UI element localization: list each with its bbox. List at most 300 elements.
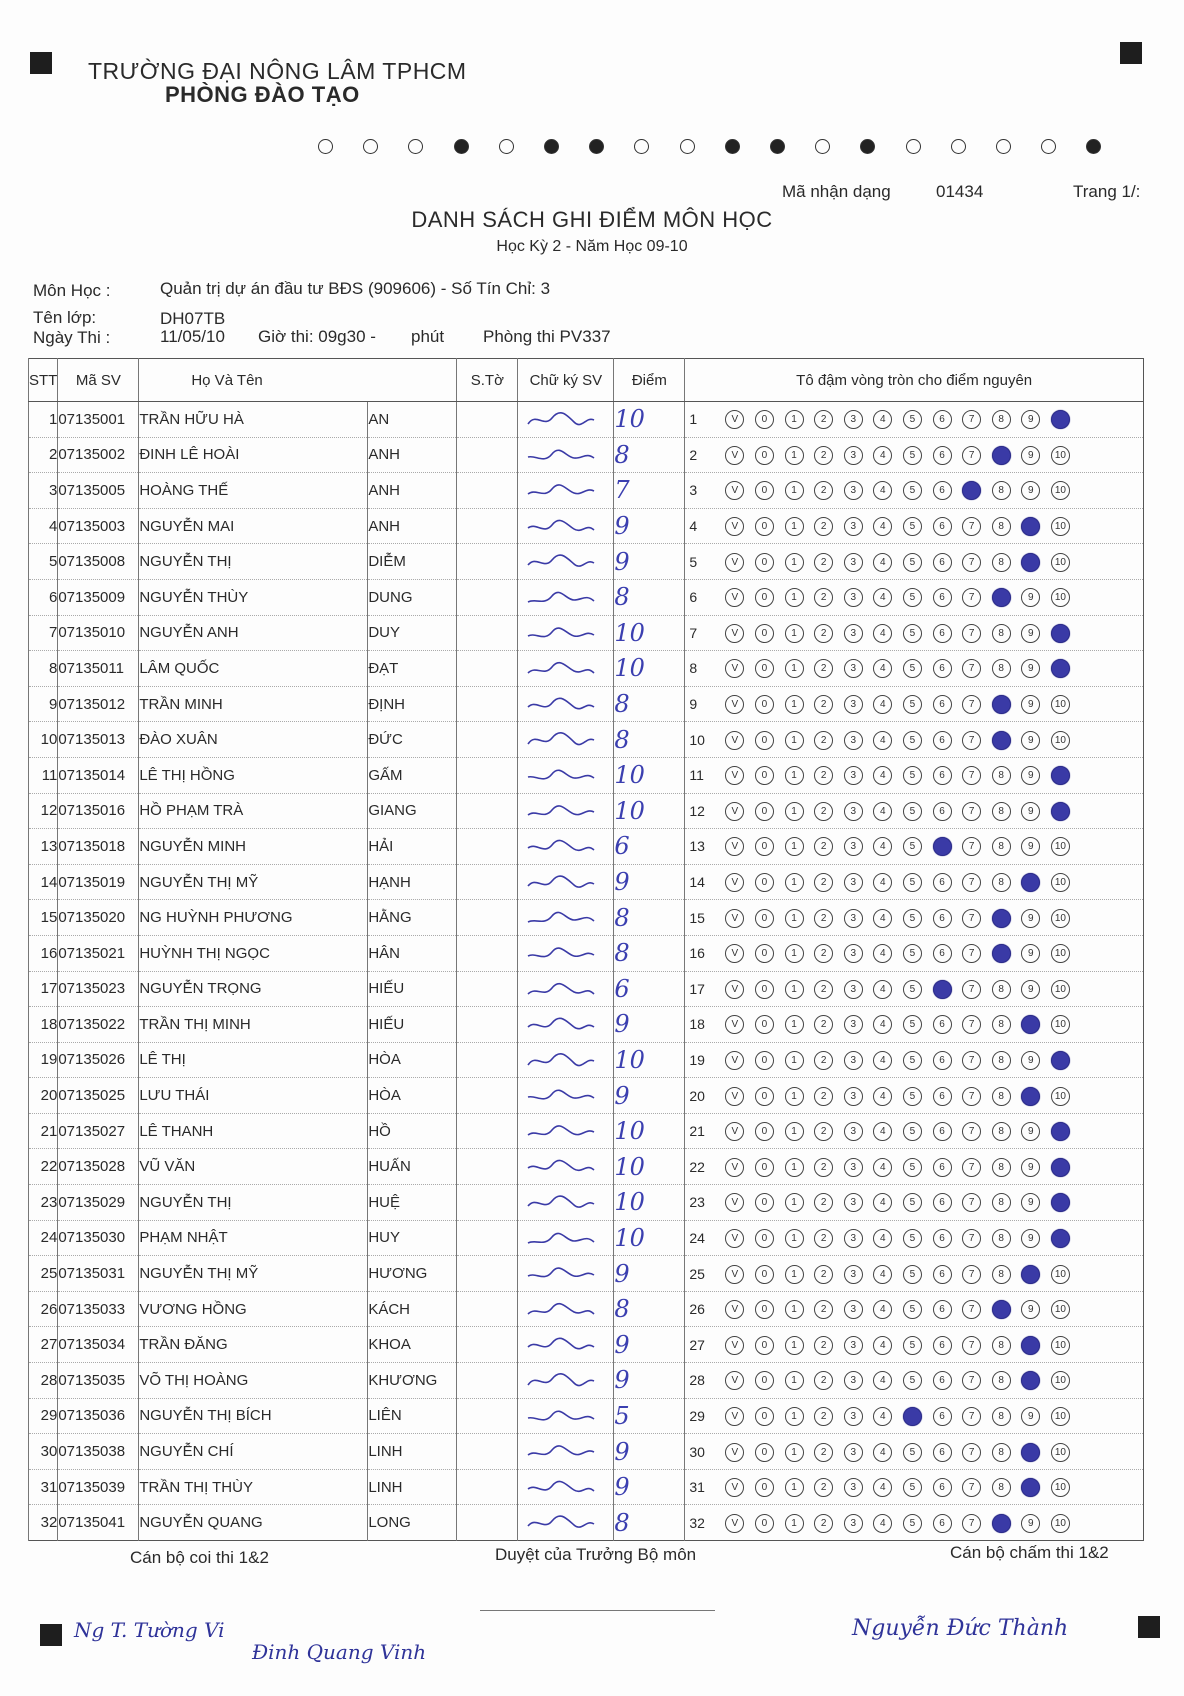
table-row (29, 971, 1144, 1007)
score-bubble-10 (1051, 1122, 1070, 1141)
row-first-name: HẠNH (368, 864, 457, 900)
table-row (29, 900, 1144, 936)
score-bubble-V: V (725, 624, 744, 643)
row-score: 9 (614, 1078, 685, 1114)
row-last-name: NGUYỄN THỊ MỸ (139, 1256, 368, 1292)
score-bubble-6: 6 (933, 1051, 952, 1070)
row-last-name: HUỲNH THỊ NGỌC (139, 935, 368, 971)
score-bubble-5: 5 (903, 837, 922, 856)
row-first-name: HẢI (368, 829, 457, 865)
score-bubble-0: 0 (755, 1514, 774, 1533)
timing-mark-filled (725, 139, 740, 154)
row-score-bubbles (685, 1149, 1144, 1185)
score-bubble-6: 6 (933, 410, 952, 429)
score-bubble-5: 5 (903, 481, 922, 500)
score-bubble-10: 10 (1051, 873, 1070, 892)
row-first-name: ANH (368, 473, 457, 509)
row-score-bubbles (685, 1113, 1144, 1149)
score-bubble-8: 8 (992, 873, 1011, 892)
row-score: 9 (614, 544, 685, 580)
row-score-bubbles (685, 1291, 1144, 1327)
score-bubble-1: 1 (785, 410, 804, 429)
score-bubble-4: 4 (873, 1371, 892, 1390)
row-last-name: NGUYỄN QUANG (139, 1505, 368, 1541)
row-last-name: HOÀNG THẾ (139, 473, 368, 509)
score-bubble-2: 2 (814, 410, 833, 429)
score-bubble-6: 6 (933, 1015, 952, 1034)
score-bubble-3: 3 (844, 659, 863, 678)
score-bubble-10 (1051, 1051, 1070, 1070)
score-bubble-8 (992, 695, 1011, 714)
row-stt: 32 (29, 1505, 58, 1541)
row-score-bubbles (685, 651, 1144, 687)
score-bubble-4: 4 (873, 659, 892, 678)
row-score-bubbles (685, 793, 1144, 829)
score-bubble-5: 5 (903, 588, 922, 607)
score-bubble-8: 8 (992, 1193, 1011, 1212)
row-score-bubbles (685, 1256, 1144, 1292)
score-bubble-4: 4 (873, 1051, 892, 1070)
header-score: Điểm (614, 359, 685, 402)
timing-mark-empty (996, 139, 1011, 154)
score-bubble-9: 9 (1021, 1407, 1040, 1426)
bubble-row-number: 19 (689, 1051, 705, 1068)
score-bubble-2: 2 (814, 1087, 833, 1106)
row-sheets (457, 1256, 518, 1292)
row-last-name: TRẦN HỮU HÀ (139, 402, 368, 438)
row-first-name: LINH (368, 1469, 457, 1505)
score-bubble-8 (992, 588, 1011, 607)
score-bubble-3: 3 (844, 909, 863, 928)
score-bubble-V: V (725, 588, 744, 607)
score-bubble-3: 3 (844, 517, 863, 536)
row-stt: 11 (29, 757, 58, 793)
score-bubble-V: V (725, 802, 744, 821)
handwritten-signature (526, 1086, 596, 1106)
score-bubble-2: 2 (814, 588, 833, 607)
score-bubble-9: 9 (1021, 909, 1040, 928)
table-row (29, 1398, 1144, 1434)
score-bubble-3: 3 (844, 837, 863, 856)
row-score-bubbles (685, 864, 1144, 900)
table-row (29, 1363, 1144, 1399)
timing-mark-empty (499, 139, 514, 154)
score-bubble-V: V (725, 481, 744, 500)
row-signature (518, 793, 614, 829)
row-student-id: 07135009 (58, 579, 139, 615)
table-row (29, 473, 1144, 509)
handwritten-signature (526, 1300, 596, 1320)
score-bubble-6 (933, 980, 952, 999)
score-bubble-8: 8 (992, 517, 1011, 536)
bubble-row-number: 14 (689, 874, 705, 891)
row-last-name: HỒ PHẠM TRÀ (139, 793, 368, 829)
handwritten-signature (526, 552, 596, 572)
row-first-name: HỒ (368, 1113, 457, 1149)
score-bubble-1: 1 (785, 873, 804, 892)
score-bubble-2: 2 (814, 1478, 833, 1497)
row-last-name: LÊ THANH (139, 1113, 368, 1149)
row-score: 8 (614, 1291, 685, 1327)
score-bubble-0: 0 (755, 553, 774, 572)
row-student-id: 07135020 (58, 900, 139, 936)
score-bubble-3: 3 (844, 553, 863, 572)
score-bubble-10: 10 (1051, 1336, 1070, 1355)
handwritten-signature (526, 837, 596, 857)
score-bubble-7: 7 (962, 1229, 981, 1248)
score-bubble-1: 1 (785, 1229, 804, 1248)
score-bubble-3: 3 (844, 410, 863, 429)
row-signature (518, 473, 614, 509)
row-signature (518, 1469, 614, 1505)
row-stt: 4 (29, 508, 58, 544)
score-bubble-5: 5 (903, 944, 922, 963)
score-bubble-8 (992, 1514, 1011, 1533)
score-bubble-4: 4 (873, 731, 892, 750)
score-bubble-0: 0 (755, 1371, 774, 1390)
row-student-id: 07135018 (58, 829, 139, 865)
score-bubble-8: 8 (992, 410, 1011, 429)
score-bubble-V: V (725, 553, 744, 572)
handwritten-signature (526, 944, 596, 964)
row-score: 9 (614, 1434, 685, 1470)
row-first-name: HUY (368, 1220, 457, 1256)
score-bubble-10: 10 (1051, 731, 1070, 750)
score-bubble-9: 9 (1021, 1514, 1040, 1533)
row-score-bubbles (685, 686, 1144, 722)
row-score: 8 (614, 900, 685, 936)
exam-time: Giờ thi: 09g30 - (258, 327, 376, 346)
bubble-row-number: 32 (689, 1514, 705, 1531)
score-bubble-5: 5 (903, 1336, 922, 1355)
row-sheets (457, 1185, 518, 1221)
score-bubble-6: 6 (933, 588, 952, 607)
header-stt: STT (29, 359, 58, 402)
table-row (29, 1113, 1144, 1149)
score-bubble-9: 9 (1021, 695, 1040, 714)
score-bubble-8: 8 (992, 1122, 1011, 1141)
score-bubble-5: 5 (903, 1371, 922, 1390)
row-signature (518, 402, 614, 438)
bubble-row-number: 27 (689, 1336, 705, 1353)
score-bubble-V: V (725, 1478, 744, 1497)
row-first-name: LINH (368, 1434, 457, 1470)
score-bubble-9 (1021, 1478, 1040, 1497)
row-score: 8 (614, 686, 685, 722)
score-bubble-10: 10 (1051, 1514, 1070, 1533)
header-bubble-instructions: Tô đậm vòng tròn cho điểm nguyên (685, 359, 1144, 402)
handwritten-signature (526, 1193, 596, 1213)
bubble-row-number: 18 (689, 1016, 705, 1033)
score-bubble-V: V (725, 1265, 744, 1284)
table-row (29, 864, 1144, 900)
score-bubble-8: 8 (992, 1158, 1011, 1177)
row-first-name: LONG (368, 1505, 457, 1541)
score-bubble-1: 1 (785, 1015, 804, 1034)
score-bubble-V: V (725, 731, 744, 750)
score-bubble-7: 7 (962, 1158, 981, 1177)
score-bubble-4: 4 (873, 1265, 892, 1284)
bubble-row-number: 9 (689, 696, 698, 713)
score-bubble-1: 1 (785, 1371, 804, 1390)
row-stt: 15 (29, 900, 58, 936)
score-bubble-8: 8 (992, 980, 1011, 999)
document-subtitle: Học Kỳ 2 - Năm Học 09-10 (496, 238, 688, 255)
row-last-name: NGUYỄN MINH (139, 829, 368, 865)
score-bubble-2: 2 (814, 1229, 833, 1248)
score-bubble-2: 2 (814, 802, 833, 821)
department-name: PHÒNG ĐÀO TẠO (165, 82, 360, 107)
row-student-id: 07135021 (58, 935, 139, 971)
score-bubble-5: 5 (903, 802, 922, 821)
bubble-row-number: 22 (689, 1158, 705, 1175)
row-score: 7 (614, 473, 685, 509)
exam-duration: phút (411, 327, 445, 346)
row-score: 8 (614, 579, 685, 615)
score-bubble-9: 9 (1021, 1229, 1040, 1248)
score-bubble-6: 6 (933, 766, 952, 785)
score-bubble-2: 2 (814, 481, 833, 500)
score-bubble-7: 7 (962, 517, 981, 536)
row-signature (518, 651, 614, 687)
score-bubble-0: 0 (755, 837, 774, 856)
score-bubble-10: 10 (1051, 944, 1070, 963)
row-signature (518, 1291, 614, 1327)
score-bubble-8 (992, 909, 1011, 928)
score-bubble-9: 9 (1021, 588, 1040, 607)
score-bubble-0: 0 (755, 517, 774, 536)
score-bubble-3: 3 (844, 1158, 863, 1177)
row-student-id: 07135012 (58, 686, 139, 722)
bubble-row-number: 21 (689, 1123, 705, 1140)
handwritten-signature (526, 1122, 596, 1142)
row-sheets (457, 935, 518, 971)
row-stt: 24 (29, 1220, 58, 1256)
row-student-id: 07135039 (58, 1469, 139, 1505)
score-bubble-9 (1021, 1015, 1040, 1034)
score-bubble-5 (903, 1407, 922, 1426)
ident-label: Mã nhận dạng (782, 182, 891, 201)
timing-mark-empty (680, 139, 695, 154)
score-bubble-V: V (725, 766, 744, 785)
table-row (29, 1007, 1144, 1043)
score-bubble-1: 1 (785, 1265, 804, 1284)
score-bubble-1: 1 (785, 588, 804, 607)
score-bubble-0: 0 (755, 1478, 774, 1497)
score-bubble-2: 2 (814, 944, 833, 963)
handwritten-signature (526, 908, 596, 928)
score-bubble-V: V (725, 410, 744, 429)
timing-mark-filled (544, 139, 559, 154)
registration-mark-bottom-left (40, 1624, 62, 1646)
score-bubble-7: 7 (962, 1087, 981, 1106)
row-stt: 23 (29, 1185, 58, 1221)
score-bubble-4: 4 (873, 553, 892, 572)
score-bubble-9: 9 (1021, 1193, 1040, 1212)
score-bubble-1: 1 (785, 1407, 804, 1426)
score-bubble-7: 7 (962, 1514, 981, 1533)
row-student-id: 07135001 (58, 402, 139, 438)
row-student-id: 07135031 (58, 1256, 139, 1292)
score-bubble-0: 0 (755, 980, 774, 999)
row-first-name: GẤM (368, 757, 457, 793)
handwritten-signature (526, 730, 596, 750)
row-sheets (457, 793, 518, 829)
score-bubble-7: 7 (962, 980, 981, 999)
row-stt: 6 (29, 579, 58, 615)
handwritten-signature (526, 1407, 596, 1427)
bubble-row-number: 8 (689, 660, 698, 677)
score-bubble-3: 3 (844, 1193, 863, 1212)
score-bubble-0: 0 (755, 1443, 774, 1462)
score-bubble-2: 2 (814, 1051, 833, 1070)
score-bubble-9: 9 (1021, 766, 1040, 785)
row-score-bubbles (685, 1434, 1144, 1470)
score-bubble-8: 8 (992, 1336, 1011, 1355)
row-stt: 14 (29, 864, 58, 900)
row-sheets (457, 1113, 518, 1149)
row-last-name: NGUYỄN ANH (139, 615, 368, 651)
score-bubble-7: 7 (962, 624, 981, 643)
dept-head-label: Duyệt của Trưởng Bộ môn (495, 1545, 697, 1564)
row-first-name: LIÊN (368, 1398, 457, 1434)
score-bubble-4: 4 (873, 1122, 892, 1141)
score-bubble-7: 7 (962, 731, 981, 750)
row-sheets (457, 1042, 518, 1078)
score-bubble-5: 5 (903, 695, 922, 714)
score-bubble-8: 8 (992, 1087, 1011, 1106)
exam-room: Phòng thi PV337 (483, 327, 611, 346)
score-bubble-V: V (725, 980, 744, 999)
row-sheets (457, 1327, 518, 1363)
score-bubble-4: 4 (873, 624, 892, 643)
invigilator-label: Cán bộ coi thi 1&2 (130, 1548, 269, 1567)
row-stt: 21 (29, 1113, 58, 1149)
subject-label: Môn Học : (33, 281, 111, 300)
score-bubble-1: 1 (785, 1443, 804, 1462)
score-bubble-6: 6 (933, 1265, 952, 1284)
score-bubble-4: 4 (873, 1478, 892, 1497)
score-bubble-8: 8 (992, 1478, 1011, 1497)
score-bubble-8: 8 (992, 1015, 1011, 1034)
row-last-name: PHẠM NHẬT (139, 1220, 368, 1256)
score-bubble-6: 6 (933, 873, 952, 892)
score-bubble-9: 9 (1021, 944, 1040, 963)
score-bubble-9: 9 (1021, 802, 1040, 821)
row-score-bubbles (685, 473, 1144, 509)
row-signature (518, 1185, 614, 1221)
row-signature (518, 615, 614, 651)
bubble-row-number: 2 (689, 446, 698, 463)
page-number: Trang 1/: (1073, 182, 1141, 201)
row-last-name: TRẦN THỊ THÙY (139, 1469, 368, 1505)
row-last-name: TRẦN ĐĂNG (139, 1327, 368, 1363)
score-bubble-5: 5 (903, 766, 922, 785)
row-first-name: HÒA (368, 1042, 457, 1078)
row-score-bubbles (685, 722, 1144, 758)
score-bubble-V: V (725, 873, 744, 892)
handwritten-signature (526, 1335, 596, 1355)
score-bubble-V: V (725, 1514, 744, 1533)
row-score: 8 (614, 437, 685, 473)
row-score: 10 (614, 793, 685, 829)
score-bubble-9: 9 (1021, 481, 1040, 500)
bubble-row-number: 5 (689, 553, 698, 570)
score-bubble-9 (1021, 1265, 1040, 1284)
row-student-id: 07135027 (58, 1113, 139, 1149)
row-score: 9 (614, 1469, 685, 1505)
registration-mark-bottom-right (1138, 1616, 1160, 1638)
score-bubble-10: 10 (1051, 837, 1070, 856)
row-score: 6 (614, 971, 685, 1007)
score-bubble-3: 3 (844, 695, 863, 714)
score-bubble-5: 5 (903, 1015, 922, 1034)
score-bubble-2: 2 (814, 1443, 833, 1462)
score-bubble-10: 10 (1051, 1015, 1070, 1034)
row-student-id: 07135002 (58, 437, 139, 473)
score-bubble-4: 4 (873, 588, 892, 607)
header-signature: Chữ ký SV (518, 359, 614, 402)
score-bubble-0: 0 (755, 1051, 774, 1070)
score-bubble-0: 0 (755, 1158, 774, 1177)
row-last-name: TRẦN MINH (139, 686, 368, 722)
handwritten-signature (526, 1229, 596, 1249)
row-score: 8 (614, 935, 685, 971)
score-bubble-4: 4 (873, 446, 892, 465)
row-signature (518, 544, 614, 580)
score-bubble-2: 2 (814, 695, 833, 714)
row-sheets (457, 864, 518, 900)
score-bubble-4: 4 (873, 980, 892, 999)
row-score-bubbles (685, 544, 1144, 580)
bubble-row-number: 10 (689, 731, 705, 748)
row-score: 9 (614, 864, 685, 900)
score-bubble-3: 3 (844, 1478, 863, 1497)
row-sheets (457, 1398, 518, 1434)
row-sheets (457, 829, 518, 865)
score-bubble-V: V (725, 909, 744, 928)
score-bubble-7: 7 (962, 944, 981, 963)
row-first-name: HÒA (368, 1078, 457, 1114)
table-row (29, 1327, 1144, 1363)
score-bubble-8: 8 (992, 837, 1011, 856)
score-bubble-V: V (725, 1015, 744, 1034)
bubble-row-number: 6 (689, 589, 698, 606)
row-student-id: 07135036 (58, 1398, 139, 1434)
score-bubble-5: 5 (903, 1300, 922, 1319)
score-bubble-10: 10 (1051, 481, 1070, 500)
row-score-bubbles (685, 971, 1144, 1007)
row-signature (518, 1256, 614, 1292)
row-score: 10 (614, 615, 685, 651)
score-bubble-8: 8 (992, 624, 1011, 643)
score-bubble-8: 8 (992, 1407, 1011, 1426)
score-bubble-6: 6 (933, 1514, 952, 1533)
score-bubble-0: 0 (755, 802, 774, 821)
score-bubble-10: 10 (1051, 1265, 1070, 1284)
row-first-name: HUẤN (368, 1149, 457, 1185)
score-bubble-10: 10 (1051, 588, 1070, 607)
score-bubble-4: 4 (873, 909, 892, 928)
row-stt: 25 (29, 1256, 58, 1292)
row-student-id: 07135035 (58, 1363, 139, 1399)
score-bubble-5: 5 (903, 1229, 922, 1248)
table-row (29, 544, 1144, 580)
row-score-bubbles (685, 1398, 1144, 1434)
score-bubble-3: 3 (844, 802, 863, 821)
row-student-id: 07135041 (58, 1505, 139, 1541)
row-first-name: HUỆ (368, 1185, 457, 1221)
